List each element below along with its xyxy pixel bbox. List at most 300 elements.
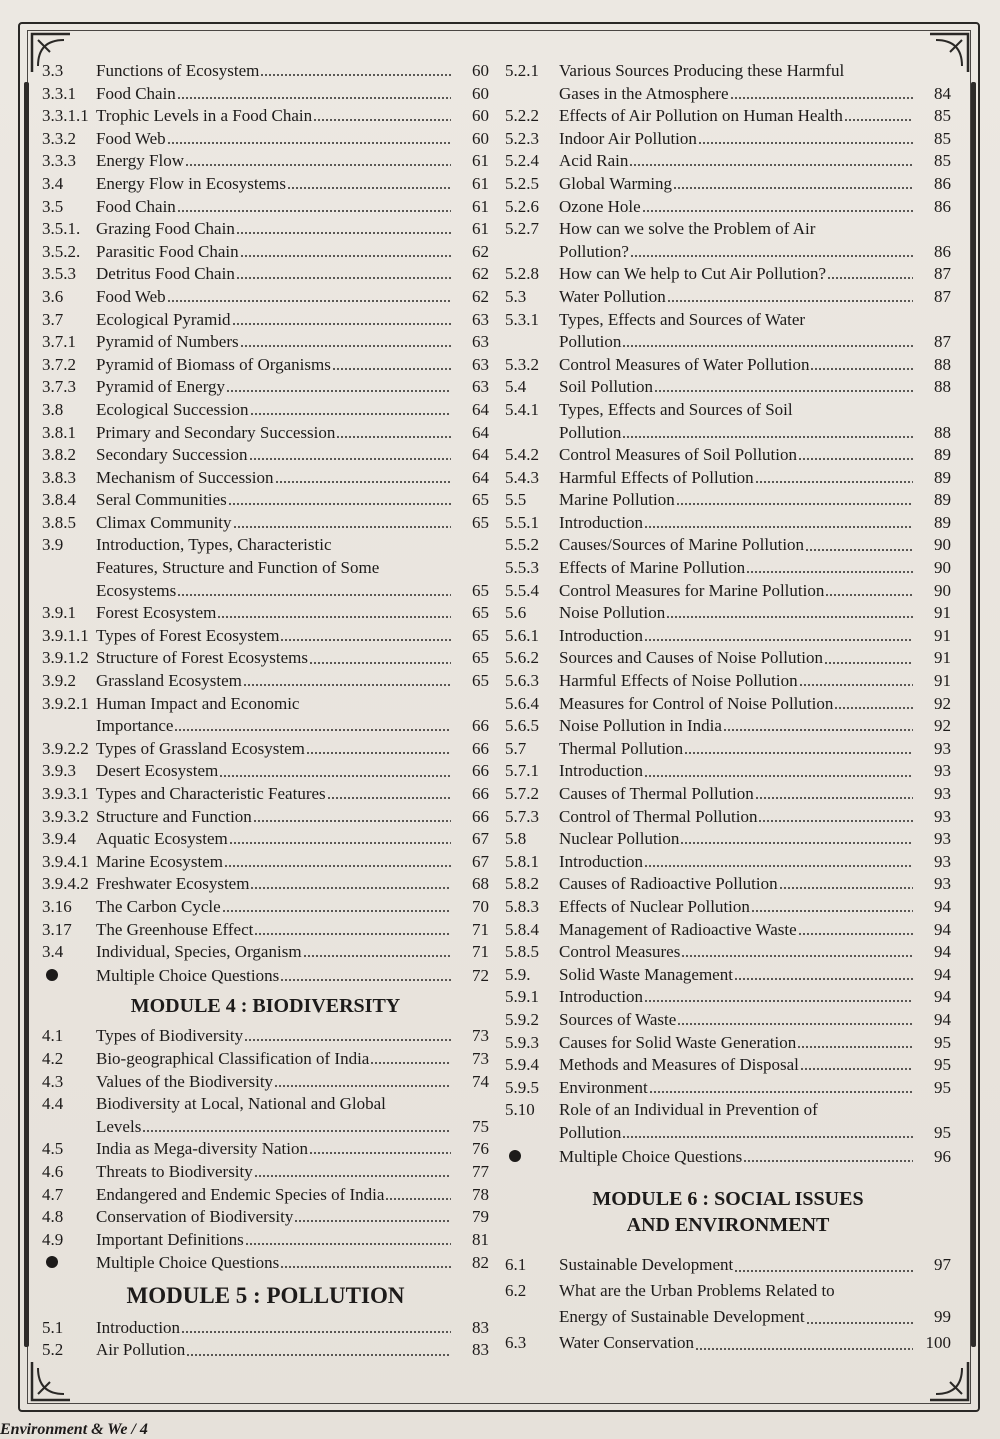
leader-dots [644,524,913,529]
leader-dots [240,344,451,349]
toc-entry[interactable] [42,783,489,806]
toc-entry[interactable] [42,422,489,445]
section-number: 5.8.4 [505,919,539,939]
title-text: Types of Forest Ecosystem [96,625,280,645]
title-text: Secondary Succession [96,445,248,465]
left-decorative-bar [24,82,29,1347]
entry-title [559,196,915,219]
leader-dots [253,818,451,823]
title-text: Harmful Effects of Pollution [559,467,754,487]
toc-entry[interactable] [505,1054,951,1077]
toc-entry-mcq[interactable] [42,1251,489,1275]
title-line: Role of an Individual in Prevention of [559,1100,818,1120]
section-number: 3.9.1.2 [42,648,89,668]
bullet-cell [42,964,96,988]
toc-entry[interactable] [505,1252,951,1278]
page-number: 85 [934,151,951,171]
title-line: Levels [96,1116,142,1136]
title-line: Energy of Sustainable Development [559,1307,805,1327]
entry-title [96,105,453,128]
entry-title [96,489,453,512]
leader-dots [309,1151,451,1156]
entry-title [559,512,915,535]
toc-entry[interactable] [42,150,489,173]
entry-title [96,1252,453,1275]
section-number: 3.7.3 [42,377,76,397]
page-number: 64 [472,467,489,487]
toc-entry[interactable] [505,783,951,806]
toc-entry[interactable] [505,376,951,399]
toc-entry[interactable] [42,1229,489,1252]
toc-entry[interactable] [505,150,951,173]
page-number: 83 [472,1340,489,1360]
entry-title [96,738,453,761]
leader-dots [303,954,451,959]
entry-title [559,354,915,377]
entry-title [559,309,915,354]
toc-entry[interactable] [505,693,951,716]
toc-entry[interactable] [505,896,951,919]
toc-entry[interactable] [505,873,951,896]
toc-group [505,263,951,308]
title-text: Primary and Secondary Succession [96,422,336,442]
title-text: Nuclear Pollution [559,829,680,849]
toc-entry[interactable] [505,444,951,467]
leader-dots [260,73,451,78]
title-line: Pollution [559,422,622,442]
leader-dots [654,389,913,394]
entry-title [559,467,915,490]
title-text: Noise Pollution in India [559,716,722,736]
entry-title [96,828,453,851]
toc-entry[interactable] [505,534,951,557]
entry-title [559,896,915,919]
leader-dots [250,886,451,891]
toc-entry-mcq[interactable] [505,1145,951,1169]
title-text: Effects of Nuclear Pollution [559,896,750,916]
toc-entry[interactable] [505,128,951,151]
section-number: 3.6 [42,286,64,306]
page-number: 63 [472,332,489,352]
toc-entry[interactable] [42,693,489,738]
toc-group [42,1138,489,1251]
toc-entry[interactable] [42,1025,489,1048]
section-number: 5.3 [505,286,527,306]
title-line: Pollution [559,1122,622,1142]
toc-entry[interactable] [42,647,489,670]
toc-entry[interactable] [42,263,489,286]
toc-entry[interactable] [505,1278,951,1330]
title-line-last [559,422,915,445]
toc-entry[interactable] [505,173,951,196]
leader-dots [287,186,451,191]
section-number: 3.9.4 [42,829,76,849]
toc-entry[interactable] [505,1009,951,1032]
section-number: 5.2.3 [505,128,539,148]
title-text: Values of the Biodiversity [96,1071,274,1091]
toc-entry[interactable] [42,83,489,106]
toc-entry[interactable] [42,1161,489,1184]
leader-dots [629,163,913,168]
toc-entry[interactable] [505,941,951,964]
toc-entry[interactable] [505,851,951,874]
entry-title [559,444,915,467]
toc-group [505,354,951,399]
section-number: 3.8.5 [42,512,76,532]
entry-title [559,1077,915,1100]
bullet-icon [46,1256,58,1268]
toc-entry[interactable] [505,760,951,783]
toc-group [42,602,489,692]
entry-title [96,760,453,783]
title-text: Multiple Choice Questions [559,1146,743,1166]
toc-group [505,444,951,1099]
section-number: 3.5.2. [42,241,81,261]
entry-title [559,670,915,693]
toc-entry[interactable] [42,896,489,919]
toc-entry[interactable] [42,399,489,422]
entry-title [96,941,453,964]
section-number: 3.5.1. [42,219,81,239]
section-number: 5.2.4 [505,151,539,171]
section-number: 5.8 [505,829,527,849]
entry-title [96,241,453,264]
toc-group [42,1317,489,1362]
page-number: 82 [472,1253,489,1273]
toc-entry[interactable] [42,60,489,83]
page-number: 62 [472,286,489,306]
section-number: 5.1 [42,1317,64,1337]
page-number: 71 [472,919,489,939]
title-line: Features, Structure and Function of Some [96,558,380,578]
entry-title [559,828,915,851]
section-number: 4.3 [42,1071,64,1091]
section-number: 3.9.1.1 [42,625,89,645]
entry-title [96,354,453,377]
toc-entry[interactable] [42,625,489,648]
title-line: Importance [96,716,174,736]
section-number: 5.6.1 [505,625,539,645]
section-number: 4.2 [42,1048,64,1068]
entry-title [559,1032,915,1055]
entry-title [559,625,915,648]
page-number: 68 [472,874,489,894]
page-number: 78 [472,1184,489,1204]
toc-entry[interactable] [505,828,951,851]
toc-entry[interactable] [505,625,951,648]
leader-dots [240,253,451,258]
title-line-last [559,331,915,354]
section-number: 5.9.5 [505,1077,539,1097]
leader-dots [824,660,913,665]
toc-group [42,60,489,534]
footer-running-title: Environment & We / 4 [0,1421,148,1438]
entry-title [96,873,453,896]
section-number: 5.6.5 [505,716,539,736]
page-number: 61 [472,151,489,171]
toc-entry[interactable] [42,218,489,241]
entry-title [96,128,453,151]
title-text: Sustainable Development [559,1255,734,1275]
toc-entry[interactable] [505,354,951,377]
toc-entry[interactable] [505,489,951,512]
leader-dots [799,683,913,688]
toc-entry[interactable] [42,444,489,467]
toc-entry[interactable] [42,241,489,264]
title-text: Water Conservation [559,1333,695,1353]
leader-dots [280,977,451,982]
title-text: Desert Ecosystem [96,761,219,781]
toc-entry[interactable] [42,128,489,151]
page-number: 65 [472,580,489,600]
toc-entry[interactable] [42,286,489,309]
leader-dots [385,1196,451,1201]
toc-entry[interactable] [42,806,489,829]
toc-entry[interactable] [42,1339,489,1362]
entry-title [96,444,453,467]
section-number: 3.9.2 [42,671,76,691]
title-text: Energy Flow [96,151,184,171]
toc-entry[interactable] [42,738,489,761]
leader-dots [798,457,913,462]
toc-entry[interactable] [505,738,951,761]
section-number: 3.3 [42,61,64,80]
section-number: 5.3.1 [505,309,539,329]
leader-dots [622,1135,913,1140]
toc-entry[interactable] [505,670,951,693]
toc-entry[interactable] [42,173,489,196]
toc-entry[interactable] [42,354,489,377]
title-text: Endangered and Endemic Species of India [96,1184,385,1204]
page-number: 74 [472,1071,489,1091]
page-number: 75 [472,1116,489,1136]
section-number: 5.6.2 [505,648,539,668]
toc-entry[interactable] [505,1077,951,1100]
toc-entry[interactable] [505,60,951,105]
leader-dots [649,1089,913,1094]
page-number: 95 [934,1077,951,1097]
section-number: 3.8.1 [42,422,76,442]
title-text: Introduction [96,1317,181,1337]
entry-title [559,806,915,829]
leader-dots [142,1128,451,1133]
page-number: 89 [934,467,951,487]
entry-title [559,1146,915,1169]
toc-entry[interactable] [42,1138,489,1161]
page-number: 91 [934,648,951,668]
title-text: Causes/Sources of Marine Pollution [559,535,805,555]
entry-title [96,1093,453,1138]
leader-dots [755,796,913,801]
page-number: 100 [925,1333,951,1353]
section-number: 3.8.4 [42,490,76,510]
entry-title [559,150,915,173]
toc-entry[interactable] [505,286,951,309]
leader-dots [167,299,451,304]
toc-entry[interactable] [42,941,489,964]
toc-entry[interactable] [505,218,951,263]
title-text: Structure and Function [96,806,252,826]
section-number: 5.9.4 [505,1055,539,1075]
title-text: Detritus Food Chain [96,264,235,284]
toc-entry[interactable] [42,489,489,512]
leader-dots [755,479,913,484]
toc-entry[interactable] [42,1184,489,1207]
section-number: 5.8.3 [505,896,539,916]
page-number: 60 [472,128,489,148]
title-text: Ecological Succession [96,399,249,419]
entry-title [559,128,915,151]
toc-entry[interactable] [505,715,951,738]
page-number: 94 [934,896,951,916]
section-number: 3.7.2 [42,354,76,374]
toc-entry[interactable] [505,964,951,987]
toc-entry[interactable] [505,1032,951,1055]
toc-entry[interactable] [42,873,489,896]
section-number: 5.6 [505,603,527,623]
title-line: How can we solve the Problem of Air [559,219,816,239]
page-number: 87 [934,286,951,306]
page-number: 66 [472,738,489,758]
section-number: 3.3.1.1 [42,106,89,126]
title-text: Control Measures of Soil Pollution [559,445,797,465]
toc-entry[interactable] [42,602,489,625]
section-number: 5.6.4 [505,693,539,713]
title-line-last [559,83,915,106]
toc-entry[interactable] [42,1206,489,1229]
toc-entry[interactable] [505,105,951,128]
leader-dots [798,931,913,936]
page-number: 90 [934,535,951,555]
leader-dots [294,1219,451,1224]
title-text: Multiple Choice Questions [96,1253,280,1273]
leader-dots [673,186,913,191]
entry-title [559,647,915,670]
leader-dots [806,1320,913,1325]
toc-entry-mcq[interactable] [42,964,489,988]
toc-entry[interactable] [42,331,489,354]
toc-entry[interactable] [505,919,951,942]
toc-entry[interactable] [42,1048,489,1071]
leader-dots [177,95,451,100]
toc-entry[interactable] [42,376,489,399]
module-heading-line: AND ENVIRONMENT [626,1214,830,1237]
page-number: 67 [472,829,489,849]
entry-title [559,738,915,761]
section-number: 3.3.2 [42,128,76,148]
entry-title [559,534,915,557]
leader-dots [185,163,451,168]
entry-title [96,309,453,332]
toc-entry[interactable] [505,602,951,625]
entry-title [96,422,453,445]
entry-title [96,783,453,806]
toc-entry[interactable] [42,851,489,874]
toc-entry[interactable] [505,467,951,490]
entry-title [96,806,453,829]
section-number: 3.8.3 [42,467,76,487]
toc-entry[interactable] [42,512,489,535]
toc-entry[interactable] [505,263,951,286]
leader-dots [644,637,913,642]
section-number: 3.5.3 [42,264,76,284]
toc-entry[interactable] [42,760,489,783]
leader-dots [236,231,451,236]
page-number: 71 [472,942,489,962]
toc-entry[interactable] [42,1093,489,1138]
page-number: 94 [934,919,951,939]
title-text: Solid Waste Management [559,964,733,984]
toc-entry[interactable] [42,196,489,219]
toc-entry[interactable] [505,806,951,829]
toc-entry[interactable] [505,986,951,1009]
leader-dots [222,909,451,914]
toc-entry[interactable] [42,1317,489,1340]
title-line: Types, Effects and Sources of Water [559,309,806,329]
section-number: 5.4.3 [505,467,539,487]
entry-title [96,896,453,919]
page-number: 95 [934,1122,951,1142]
toc-entry[interactable] [42,828,489,851]
toc-entry[interactable] [42,105,489,128]
entry-title [96,1161,453,1184]
toc-entry[interactable] [42,467,489,490]
entry-title [96,647,453,670]
title-text: Energy Flow in Ecosystems [96,173,286,193]
leader-dots [280,637,451,642]
section-number: 5.2.2 [505,106,539,126]
page-number: 94 [934,987,951,1007]
page-number: 94 [934,964,951,984]
section-number: 3.9.4.1 [42,851,89,871]
title-text: Pyramid of Biomass of Organisms [96,354,331,374]
title-text: Functions of Ecosystem [96,61,260,80]
page-number: 84 [934,83,951,103]
toc-entry[interactable] [505,196,951,219]
page-number: 73 [472,1026,489,1046]
toc-entry[interactable] [505,399,951,444]
title-text: Sources and Causes of Noise Pollution [559,648,823,668]
leader-dots [746,570,913,575]
title-text: Soil Pollution [559,377,653,397]
toc-entry[interactable] [42,670,489,693]
toc-entry[interactable] [42,1071,489,1094]
toc-entry[interactable] [505,647,951,670]
entry-title [96,693,453,738]
page-number: 66 [472,806,489,826]
leader-dots [644,999,913,1004]
toc-entry[interactable] [505,580,951,603]
toc-entry[interactable] [42,309,489,332]
title-text: Control Measures for Marine Pollution [559,580,825,600]
section-number: 3.7 [42,309,64,329]
leader-dots [232,321,451,326]
title-text: Threats to Biodiversity [96,1161,253,1181]
title-text: Control of Thermal Pollution [559,806,758,826]
toc-entry[interactable] [505,309,951,354]
toc-entry[interactable] [505,512,951,535]
toc-entry[interactable] [505,1330,951,1356]
entry-title [96,218,453,241]
title-text: Aquatic Ecosystem [96,829,228,849]
leader-dots [249,457,451,462]
toc-entry[interactable] [42,534,489,602]
toc-entry[interactable] [505,557,951,580]
leader-dots [805,547,913,552]
toc-entry[interactable] [505,1099,951,1144]
page-number: 85 [934,106,951,126]
toc-entry[interactable] [42,919,489,942]
